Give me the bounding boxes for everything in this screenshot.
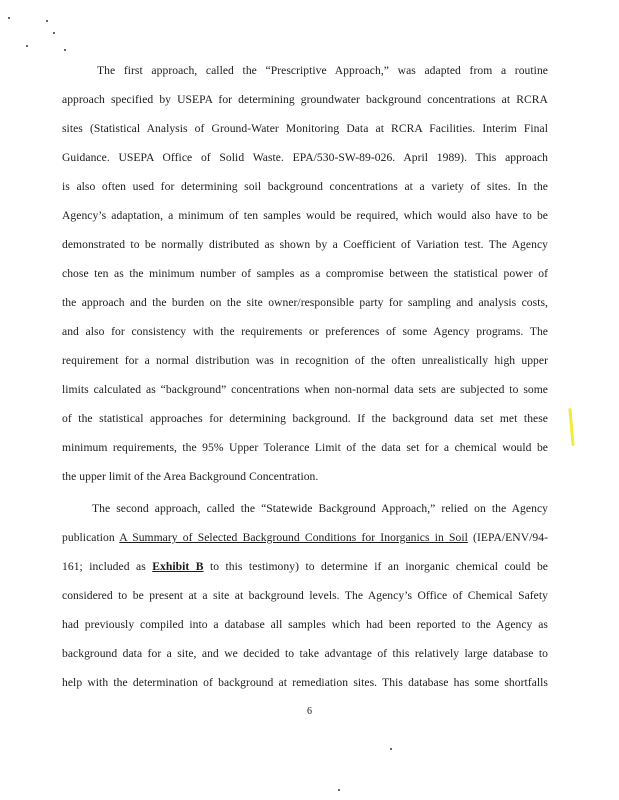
paragraph-line: The first approach, called the “Prescriptive Approach,” was adapted from a routine xyxy=(97,64,548,77)
paragraph-line: and also for consistency with the requirements or preferences of some Agency programs. The xyxy=(62,325,548,338)
paragraph-line: the approach and the burden on the site owner/responsible party for sampling and analysis costs, xyxy=(62,296,548,309)
paragraph-line-with-citation xyxy=(62,531,548,545)
line-suffix: to this testimony) to determine if an inorganic chemical could be xyxy=(203,560,548,573)
paragraph-line: approach specified by USEPA for determining groundwater background concentrations at RCRA xyxy=(62,93,548,106)
paragraph-line: demonstrated to be normally distributed as shown by a Coefficient of Variation test. The Agency xyxy=(62,238,548,251)
paragraph-line: requirement for a normal distribution was in recognition of the often unrealistically high upper xyxy=(62,354,548,367)
scan-speck xyxy=(390,748,392,750)
scan-speck xyxy=(8,17,10,19)
paragraph-line: sites (Statistical Analysis of Ground-Water Monitoring Data at RCRA Facilities. Interim Final xyxy=(62,122,548,135)
scan-speck xyxy=(26,45,28,47)
paragraph-line: limits calculated as “background” concentrations when non-normal data sets are subjected to some xyxy=(62,383,548,396)
page-number: 6 xyxy=(307,706,312,717)
paragraph-line: of the statistical approaches for determining background. If the background data set met these xyxy=(62,412,548,425)
publication-title: A Summary of Selected Background Conditions for Inorganics in Soil xyxy=(119,531,468,544)
scan-speck xyxy=(53,32,55,34)
line-prefix: 161; included as xyxy=(62,560,153,573)
line-prefix: publication xyxy=(62,531,120,544)
paragraph-line: Guidance. USEPA Office of Solid Waste. EPA/530-SW-89-026. April 1989). This approach xyxy=(62,151,548,164)
paragraph-line: considered to be present at a site at background levels. The Agency’s Office of Chemical Safety xyxy=(62,589,548,602)
paragraph-line: is also often used for determining soil background concentrations at a variety of sites. In the xyxy=(62,180,548,193)
paragraph-line: The second approach, called the “Statewide Background Approach,” relied on the Agency xyxy=(92,502,548,515)
paragraph-line: the upper limit of the Area Background Concentration. xyxy=(62,470,319,483)
paragraph-line: Agency’s adaptation, a minimum of ten samples would be required, which would also have to be xyxy=(62,209,548,222)
line-suffix: (IEPA/ENV/94- xyxy=(467,531,548,544)
highlighter-mark xyxy=(568,408,574,446)
paragraph-line: chose ten as the minimum number of samples as a compromise between the statistical power of xyxy=(62,267,548,280)
paragraph-line: background data for a site, and we decided to take advantage of this relatively large database to xyxy=(62,647,548,660)
paragraph-line: help with the determination of background at remediation sites. This database has some shortfalls xyxy=(62,676,548,689)
scan-speck xyxy=(64,49,66,51)
scan-speck xyxy=(338,789,340,791)
scan-speck xyxy=(46,20,48,22)
exhibit-reference: Exhibit B xyxy=(152,560,204,573)
paragraph-line: had previously compiled into a database all samples which had been reported to the Agency as xyxy=(62,618,548,631)
paragraph-line-with-exhibit xyxy=(62,560,548,574)
paragraph-line: minimum requirements, the 95% Upper Tolerance Limit of the data set for a chemical would be xyxy=(62,441,548,454)
